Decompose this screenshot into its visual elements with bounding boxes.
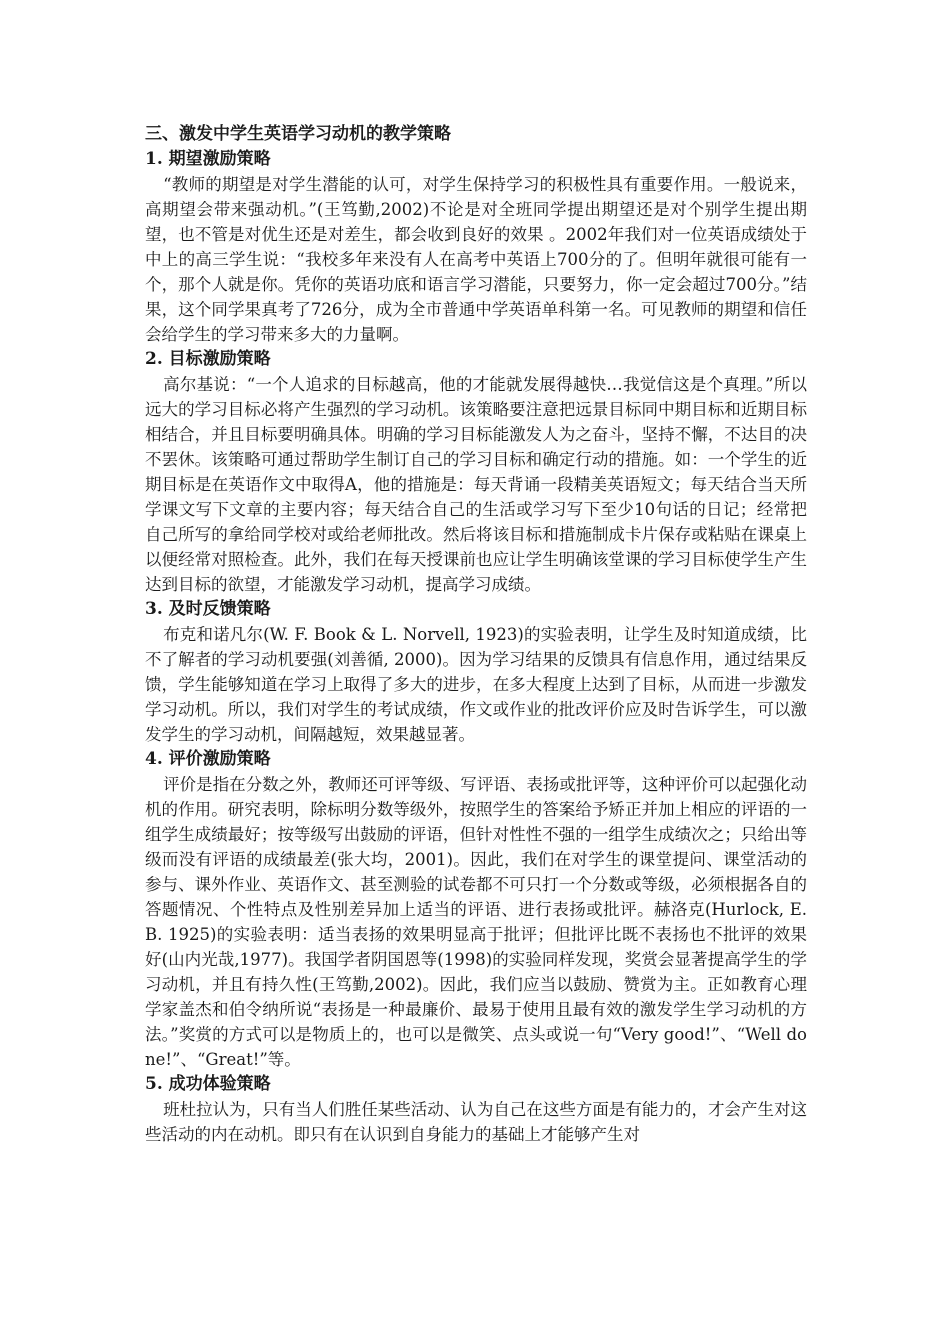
section-goal (145, 347, 807, 597)
document-title: 三、激发中学生英语学习动机的教学策略 (145, 124, 451, 144)
section-heading: 2. 目标激励策略 (145, 349, 271, 369)
section-expectation (145, 147, 807, 347)
section-heading: 1. 期望激励策略 (145, 149, 271, 169)
section-paragraph: 评价是指在分数之外，教师还可评等级、写评语、表扬或批评等，这种评价可以起强化动机的作用。研究表明，除标明分数等级外，按照学生的答案给予矫正并加上相应的评语的一组学生成绩最好；按等级写出鼓励的评语，但针对性性不强的一组学生成绩次之；只给出等级而没有评语的成绩最差(张大均，2001)。因此，我们在对学生的课堂提问、课堂活动的参与、课外作业、英语作文、甚至测验的试卷都不可只打一个分数或等级，必须根据各自的答题情况、个性特点及性别差异加上适当的评语、进行表扬或批评。赫洛克(Hurlock, E. B. 1925)的实验表明：适当表扬的效果明显高于批评；但批评比既不表扬也不批评的效果好(山内光哉,1977)。我国学者阴国恩等(1998)的实验同样发现，奖赏会显著提高学生的学习动机，并且有持久性(王笃勤,2002)。因此，我们应当以鼓励、赞赏为主。正如教育心理学家盖杰和伯令纳所说“表扬是一种最廉价、最易于使用且最有效的激发学生学习动机的方法。”奖赏的方式可以是物质上的，也可以是微笑、点头或说一句“Very good!”、“Well done!”、“Great!”等。 (145, 775, 807, 1069)
section-paragraph: “教师的期望是对学生潜能的认可，对学生保持学习的积极性具有重要作用。一般说来，高期望会带来强动机。”(王笃勤,2002)不论是对全班同学提出期望还是对个别学生提出期望，也不管是对优生还是对差生，都会收到良好的效果 。2002年我们对一位英语成绩处于中上的高三学生说：“我校多年来没有人在高考中英语上700分的了。但明年就很可能有一个，那个人就是你。凭你的英语功底和语言学习潜能，只要努力，你一定会超过700分。”结果，这个同学果真考了726分，成为全市普通中学英语单科第一名。可见教师的期望和信任会给学生的学习带来多大的力量啊。 (145, 175, 807, 344)
section-heading: 4. 评价激励策略 (145, 749, 271, 769)
section-paragraph: 高尔基说：“一个人追求的目标越高，他的才能就发展得越快…我觉信这是个真理。”所以远大的学习目标必将产生强烈的学习动机。该策略要注意把远景目标同中期目标和近期目标相结合，并且目标要明确具体。明确的学习目标能激发人为之奋斗，坚持不懈，不达目的决不罢休。该策略可通过帮助学生制订自己的学习目标和确定行动的措施。如：一个学生的近期目标是在英语作文中取得A，他的措施是：每天背诵一段精美英语短文；每天结合当天所学课文写下文章的主要内容；每天结合自己的生活或学习写下至少10句话的日记；经常把自己所写的拿给同学校对或给老师批改。然后将该目标和措施制成卡片保存或粘贴在课桌上以便经常对照检查。此外，我们在每天授课前也应让学生明确该堂课的学习目标使学生产生达到目标的欲望，才能激发学习动机，提高学习成绩。 (145, 375, 807, 594)
document-page (145, 122, 807, 1147)
section-heading: 5. 成功体验策略 (145, 1074, 271, 1094)
section-paragraph: 班杜拉认为，只有当人们胜任某些活动、认为自己在这些方面是有能力的，才会产生对这些活动的内在动机。即只有在认识到自身能力的基础上才能够产生对 (145, 1100, 807, 1144)
section-paragraph: 布克和诺凡尔(W. F. Book & L. Norvell, 1923)的实验表明，让学生及时知道成绩，比不了解者的学习动机要强(刘善循, 2000)。因为学习结果的反馈具有信息作用，通过结果反馈，学生能够知道在学习上取得了多大的进步，在多大程度上达到了目标，从而进一步激发学习动机。所以，我们对学生的考试成绩，作文或作业的批改评价应及时告诉学生，可以激发学生的学习动机，间隔越短，效果越显著。 (145, 625, 807, 744)
section-feedback (145, 597, 807, 747)
section-evaluation (145, 747, 807, 1072)
section-success (145, 1072, 807, 1147)
section-heading: 3. 及时反馈策略 (145, 599, 271, 619)
